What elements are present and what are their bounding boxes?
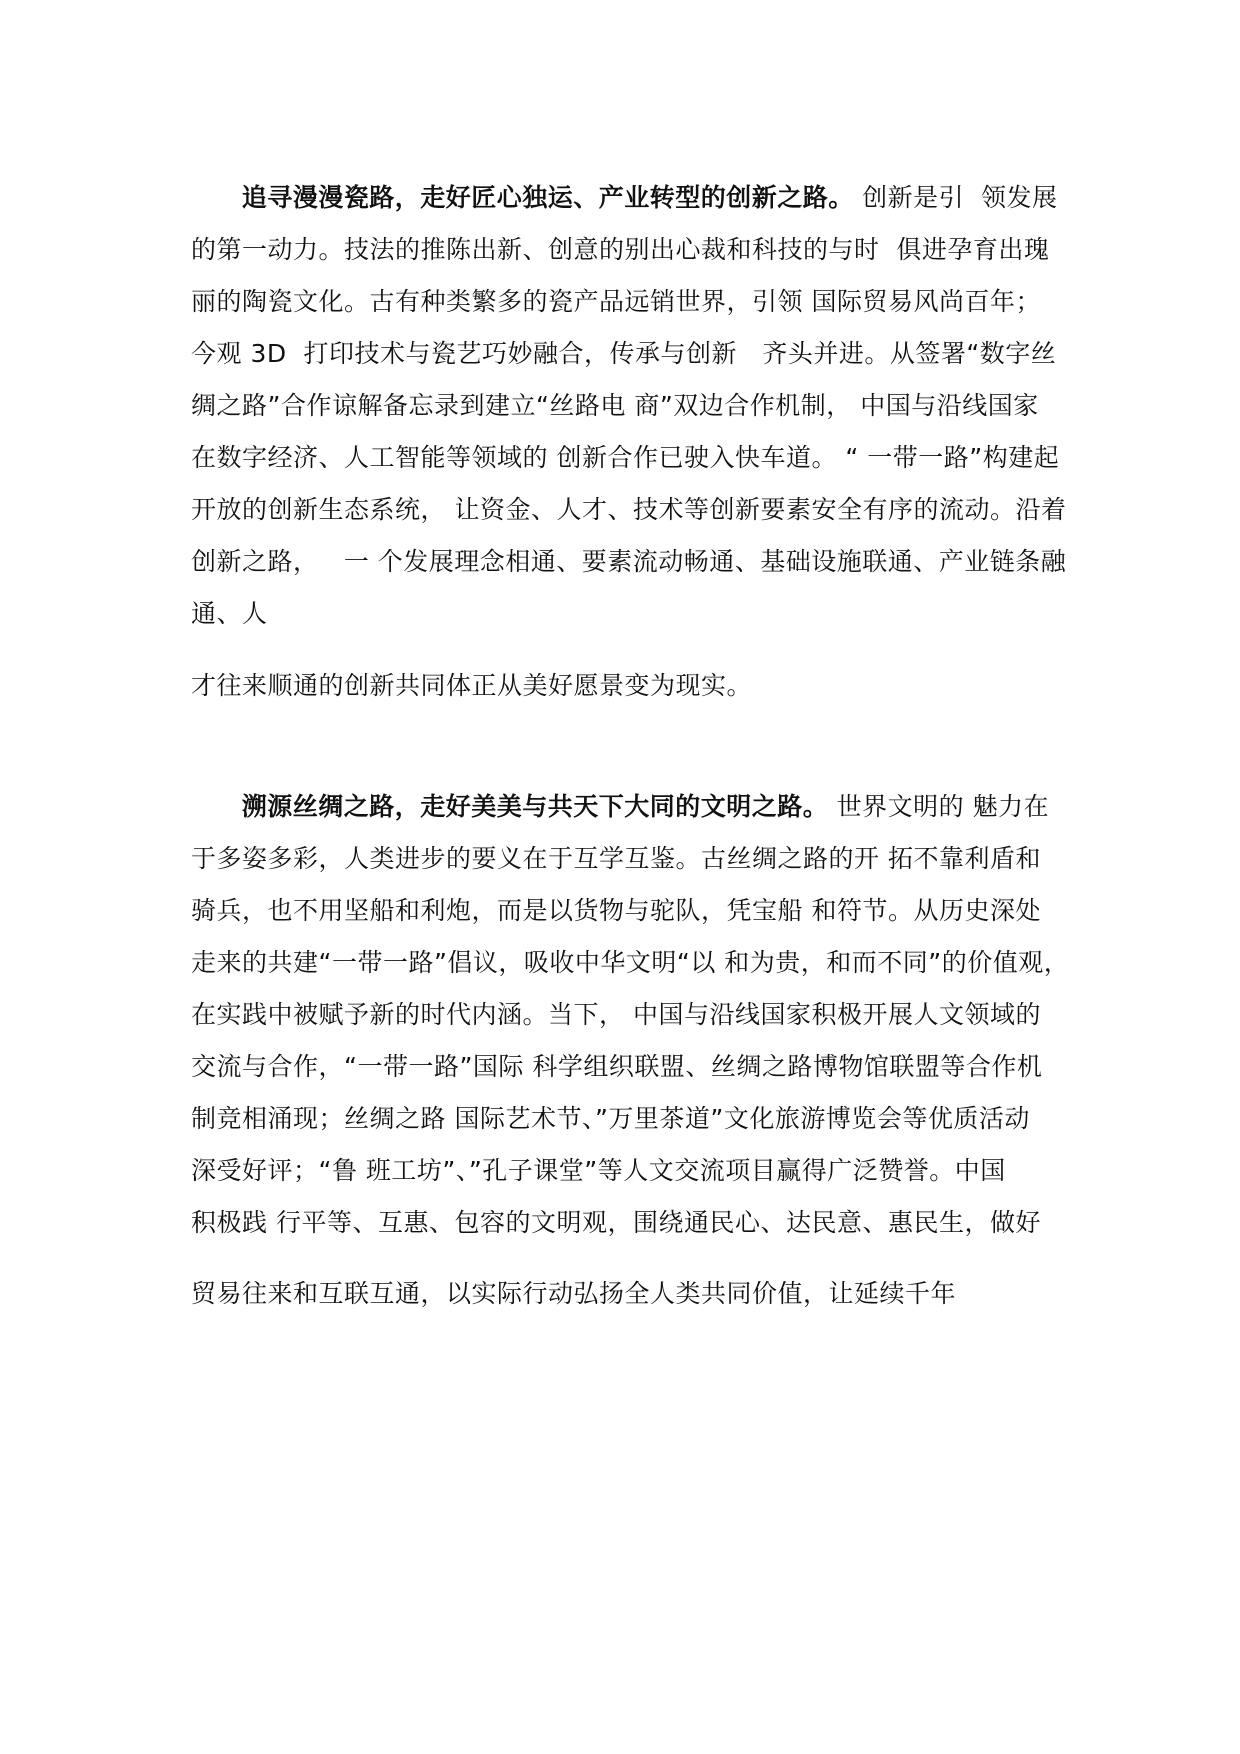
paragraph-2-line-5: 在实践中被赋予新的时代内涵。当下， 中国与沿线国家积极开展人文领域的 [191,1000,1041,1029]
paragraph-1-line-4: 今观 3D 打印技术与瓷艺巧妙融合，传承与创新 齐头并进。从签署“数字丝 [191,339,1057,368]
paragraph-1-heading: 追寻漫漫瓷路，走好匠心独运、产业转型的创新之路。 [241,183,854,212]
paragraph-1-line-3: 丽的陶瓷文化。古有种类繁多的瓷产品远销世界，引领 国际贸易风尚百年； [191,287,1041,316]
paragraph-2-heading: 溯源丝绸之路，走好美美与共天下大同的文明之路。 [241,792,829,821]
paragraph-1-line-2: 的第一动力。技法的推陈出新、创意的别出心裁和科技的与时 俱进孕育出瑰 [191,235,1050,264]
paragraph-1-line-5: 绸之路”合作谅解备忘录到建立“丝路电 商”双边合作机制， 中国与沿线国家 [191,391,1039,420]
paragraph-1-line-9: 通、人 [191,599,268,628]
paragraph-2-line-8: 深受好评；“鲁 班工坊”、”孔子课堂”等人文交流项目赢得广泛赞誉。中国 [191,1156,1006,1185]
paragraph-2-line-10: 贸易往来和互联互通，以实际行动弘扬全人类共同价值，让延续千年 [191,1279,957,1308]
paragraph-1-line-1 [191,181,1071,215]
paragraph-1-line-8: 创新之路， 一 个发展理念相通、要素流动畅通、基础设施联通、产业链条融 [191,547,1067,576]
paragraph-2-line-9: 积极践 行平等、互惠、包容的文明观，围绕通民心、达民意、惠民生，做好 [191,1208,1041,1237]
paragraph-1-line-1-text: 创新是引 领发展 [853,183,1058,212]
paragraph-1-line-6: 在数字经济、人工智能等领域的 创新合作已驶入快车道。 “ 一带一路”构建起 [191,443,1060,472]
paragraph-2-line-1 [191,790,1071,824]
paragraph-1-line-7: 开放的创新生态系统， 让资金、人才、技术等创新要素安全有序的流动。沿着 [191,495,1067,524]
paragraph-2-line-6: 交流与合作，“一带一路”国际 科学组织联盟、丝绸之路博物馆联盟等合作机 [191,1052,1043,1081]
paragraph-1-line-10: 才往来顺通的创新共同体正从美好愿景变为现实。 [191,671,753,700]
paragraph-2-line-3: 骑兵，也不用坚船和利炮，而是以货物与驼队，凭宝船 和符节。从历史深处 [191,896,1041,925]
paragraph-2-line-1-text: 世界文明的 魅力在 [828,792,1050,821]
paragraph-2-line-2: 于多姿多彩，人类进步的要义在于互学互鉴。古丝绸之路的开 拓不靠利盾和 [191,844,1041,873]
paragraph-2-line-4: 走来的共建“一带一路”倡议，吸收中华文明“以 和为贵，和而不同”的价值观， [191,948,1070,977]
paragraph-2-line-7: 制竞相涌现；丝绸之路 国际艺术节、”万里茶道”文化旅游博览会等优质活动 [191,1104,1030,1133]
